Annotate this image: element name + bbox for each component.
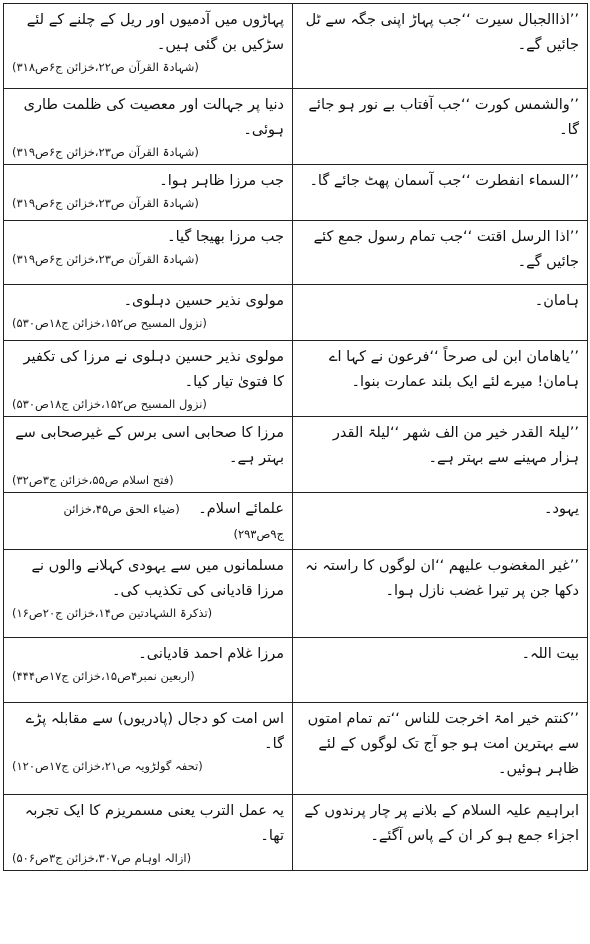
reference-citation: (نزول المسیح ص۱۵۲،خزائن ج۱۸ص۵۳۰) xyxy=(12,397,207,411)
prophecy-cell: ’’لیلۃ القدر خیر من الف شھر ‘‘لیلۃ القدر ہزار مہینے سے بہتر ہے۔ xyxy=(293,417,588,493)
fulfilment-cell xyxy=(4,4,293,89)
fulfilment-cell xyxy=(4,703,293,795)
prophecy-cell: ہامان۔ xyxy=(293,285,588,341)
fulfilment-text: مولوی نذیر حسین دہلوی۔ xyxy=(123,293,284,309)
reference-citation: (شہادۃ القرآن ص۲۲،خزائن ج۶ص۳۱۸) xyxy=(12,60,199,74)
fulfilment-text: علمائے اسلام۔ xyxy=(198,501,284,517)
table-row xyxy=(4,285,588,341)
table-row xyxy=(4,221,588,285)
fulfilment-cell xyxy=(4,285,293,341)
table-row xyxy=(4,89,588,165)
fulfilment-cell xyxy=(4,221,293,285)
table-row xyxy=(4,4,588,89)
fulfilment-text: جب مرزا بھیجا گیا۔ xyxy=(167,229,284,245)
prophecy-cell: یہود۔ xyxy=(293,493,588,550)
table-row xyxy=(4,417,588,493)
prophecy-cell: ’’یاھامان ابن لی صرحاً ‘‘فرعون نے کہا اے ہامان! میرے لئے ایک بلند عمارت بنوا۔ xyxy=(293,341,588,417)
reference-citation: (ازالہ اوہام ص۳۰۷،خزائن ج۳ص۵۰۶) xyxy=(12,851,192,865)
table-row xyxy=(4,550,588,638)
prophecy-cell: ’’والشمس کورت ‘‘جب آفتاب بے نور ہو جائے گا۔ xyxy=(293,89,588,165)
fulfilment-cell xyxy=(4,493,293,550)
table-row xyxy=(4,795,588,871)
table-row xyxy=(4,341,588,417)
fulfilment-text: یہ عمل الترب یعنی مسمریزم کا ایک تجربہ تھا۔ xyxy=(24,803,284,844)
fulfilment-text: دنیا پر جہالت اور معصیت کی ظلمت طاری ہوئی۔ xyxy=(23,97,284,138)
prophecy-cell: ابراہیم علیہ السلام کے بلانے پر چار پرندوں کے اجزاء جمع ہو کر ان کے پاس آگئے۔ xyxy=(293,795,588,871)
fulfilment-cell xyxy=(4,550,293,638)
fulfilment-text: مولوی نذیر حسین دہلوی نے مرزا کی تکفیر کا فتویٰ تیار کیا۔ xyxy=(23,349,284,390)
prophecy-comparison-table xyxy=(3,3,588,871)
reference-citation: (تذکرۃ الشہادتین ص۱۴،خزائن ج۲۰ص۱۶) xyxy=(12,606,213,620)
prophecy-cell: ’’اذا الرسل اقتت ‘‘جب تمام رسول جمع کئے جائیں گے۔ xyxy=(293,221,588,285)
fulfilment-text: پہاڑوں میں آدمیوں اور ریل کے چلنے کے لئے سڑکیں بن گئی ہیں۔ xyxy=(26,12,284,53)
prophecy-cell: بیت اللہ۔ xyxy=(293,638,588,703)
prophecy-cell: ’’اذاالجبال سیرت ‘‘جب پہاڑ اپنی جگہ سے ٹل جائیں گے۔ xyxy=(293,4,588,89)
reference-citation: (تحفہ گولڑویہ ص۲۱،خزائن ج۱۷ص۱۲۰) xyxy=(12,759,203,773)
prophecy-cell: ’’کنتم خیر امۃ اخرجت للناس ‘‘تم تمام امتوں سے بہترین امت ہو جو آج تک لوگوں کے لئے ظاہر ہوئیں۔ xyxy=(293,703,588,795)
fulfilment-text: مسلمانوں میں سے یہودی کہلانے والوں نے مرزا قادیانی کی تکذیب کی۔ xyxy=(31,558,284,599)
fulfilment-text: جب مرزا ظاہر ہوا۔ xyxy=(159,173,284,189)
fulfilment-cell xyxy=(4,417,293,493)
reference-citation: (نزول المسیح ص۱۵۲،خزائن ج۱۸ص۵۳۰) xyxy=(12,316,207,330)
table-row xyxy=(4,493,588,550)
fulfilment-text: مرزا کا صحابی اسی برس کے غیرصحابی سے بہتر ہے۔ xyxy=(15,425,284,466)
reference-citation: (فتح اسلام ص۵۵،خزائن ج۳ص۳۲) xyxy=(12,473,174,487)
reference-citation: (شہادۃ القرآن ص۲۳،خزائن ج۶ص۳۱۹) xyxy=(12,196,199,210)
fulfilment-text: مرزا غلام احمد قادیانی۔ xyxy=(138,646,284,662)
fulfilment-cell xyxy=(4,341,293,417)
reference-citation: (ضیاء الحق ص۴۵،خزائن ج۹ص۲۹۳) xyxy=(63,502,284,541)
table-row xyxy=(4,638,588,703)
reference-citation: (شہادۃ القرآن ص۲۳،خزائن ج۶ص۳۱۹) xyxy=(12,145,199,159)
table-row xyxy=(4,703,588,795)
prophecy-cell: ’’غیر المغضوب علیھم ‘‘ان لوگوں کا راستہ نہ دکھا جن پر تیرا غضب نازل ہوا۔ xyxy=(293,550,588,638)
fulfilment-cell xyxy=(4,795,293,871)
prophecy-cell: ’’السماء انفطرت ‘‘جب آسمان پھٹ جائے گا۔ xyxy=(293,165,588,221)
reference-citation: (شہادۃ القرآن ص۲۳،خزائن ج۶ص۳۱۹) xyxy=(12,252,199,266)
fulfilment-cell xyxy=(4,638,293,703)
reference-citation: (اربعین نمبر۴ص۱۵،خزائن ج۱۷ص۴۴۴) xyxy=(12,669,195,683)
fulfilment-text: اس امت کو دجال (پادریوں) سے مقابلہ پڑے گا۔ xyxy=(25,711,284,752)
fulfilment-cell xyxy=(4,165,293,221)
table-row xyxy=(4,165,588,221)
fulfilment-cell xyxy=(4,89,293,165)
